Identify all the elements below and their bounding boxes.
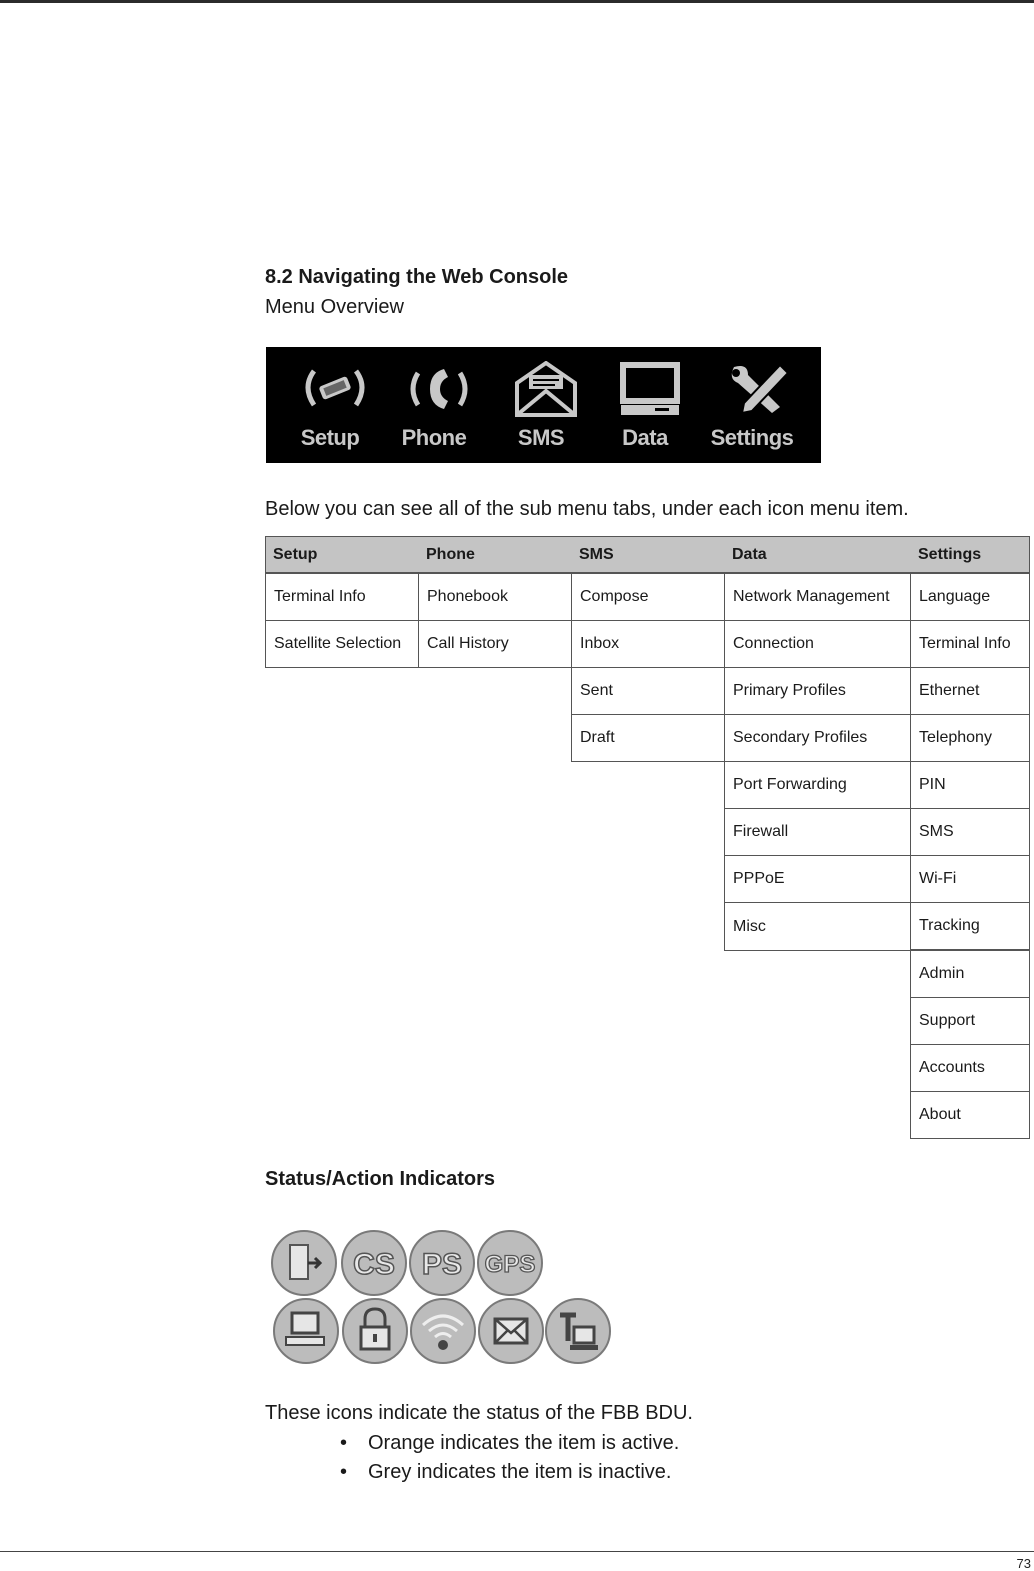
- table-cell: Support: [910, 997, 1030, 1045]
- terminal-icon: [544, 1297, 612, 1365]
- menu-item-setup[interactable]: [280, 347, 380, 463]
- logout-door-icon: [270, 1229, 338, 1297]
- header-setup: Setup: [273, 545, 318, 563]
- gps-icon: [476, 1229, 544, 1297]
- table-cell: Admin: [910, 950, 1030, 998]
- cs-icon: [340, 1229, 408, 1297]
- bullet-glyph: •: [340, 1432, 348, 1454]
- top-rule: [0, 0, 1034, 3]
- table-cell: About: [910, 1091, 1030, 1139]
- envelope-icon: [511, 361, 581, 417]
- lock-icon: [341, 1297, 409, 1365]
- wifi-icon: [409, 1297, 477, 1365]
- table-cell: Satellite Selection: [265, 620, 419, 668]
- bottom-rule: [0, 1551, 1034, 1552]
- bullet-text: Orange indicates the item is active.: [368, 1432, 680, 1454]
- computer-icon: [272, 1297, 340, 1365]
- section-title: 8.2 Navigating the Web Console: [265, 266, 569, 288]
- satellite-icon: [300, 361, 370, 417]
- header-sms: SMS: [579, 545, 614, 563]
- ps-icon: [408, 1229, 476, 1297]
- table-cell: Wi-Fi: [910, 855, 1030, 903]
- bullet-glyph: •: [340, 1461, 348, 1483]
- table-cell: Telephony: [910, 714, 1030, 762]
- section-subtitle: Menu Overview: [265, 296, 404, 318]
- gps-label: GPS: [484, 1251, 536, 1278]
- table-cell: Tracking: [910, 902, 1030, 950]
- bullet-text: Grey indicates the item is inactive.: [368, 1461, 672, 1483]
- menu-label: Settings: [710, 425, 794, 450]
- table-cell: Port Forwarding: [724, 761, 911, 809]
- table-cell: SMS: [910, 808, 1030, 856]
- table-cell: Primary Profiles: [724, 667, 911, 715]
- menu-label: Data: [622, 425, 668, 450]
- menu-item-settings[interactable]: [702, 347, 802, 463]
- table-cell: Language: [910, 573, 1030, 621]
- tools-icon: [722, 361, 792, 417]
- table-cell: Secondary Profiles: [724, 714, 911, 762]
- table-cell: Terminal Info: [910, 620, 1030, 668]
- menu-item-data[interactable]: [595, 347, 695, 463]
- table-cell: Phonebook: [418, 573, 572, 621]
- phone-icon: [404, 361, 474, 417]
- table-cell: Connection: [724, 620, 911, 668]
- menu-item-phone[interactable]: [384, 347, 484, 463]
- menu-label: Phone: [401, 425, 467, 450]
- table-cell: PIN: [910, 761, 1030, 809]
- menu-item-sms[interactable]: [491, 347, 591, 463]
- ps-label: PS: [421, 1248, 463, 1281]
- table-cell: Draft: [571, 714, 725, 762]
- status-icons: [270, 1229, 612, 1365]
- table-cell: Ethernet: [910, 667, 1030, 715]
- header-settings: Settings: [918, 545, 982, 563]
- table-cell: Sent: [571, 667, 725, 715]
- table-cell: Terminal Info: [265, 573, 419, 621]
- table-cell: Inbox: [571, 620, 725, 668]
- table-cell: Firewall: [724, 808, 911, 856]
- intro-text: Below you can see all of the sub menu tabs, under each icon menu item.: [265, 498, 909, 520]
- menu-label: SMS: [517, 425, 565, 450]
- table-cell: Misc: [724, 902, 911, 951]
- header-phone: Phone: [426, 545, 475, 563]
- mail-icon: [477, 1297, 545, 1365]
- menu-bar-image: [266, 347, 821, 463]
- table-cell: Call History: [418, 620, 572, 668]
- status-description: These icons indicate the status of the FBB BDU.: [265, 1402, 693, 1424]
- submenu-table: [265, 536, 1030, 1139]
- header-data: Data: [732, 545, 767, 563]
- table-cell: Accounts: [910, 1044, 1030, 1092]
- table-cell: Network Management: [724, 573, 911, 621]
- laptop-icon: [615, 361, 685, 417]
- status-title: Status/Action Indicators: [265, 1168, 496, 1190]
- menu-label: Setup: [300, 425, 360, 450]
- table-cell: PPPoE: [724, 855, 911, 903]
- page-number: 73: [1016, 1556, 1031, 1571]
- table-cell: Compose: [571, 573, 725, 621]
- cs-label: CS: [353, 1248, 395, 1281]
